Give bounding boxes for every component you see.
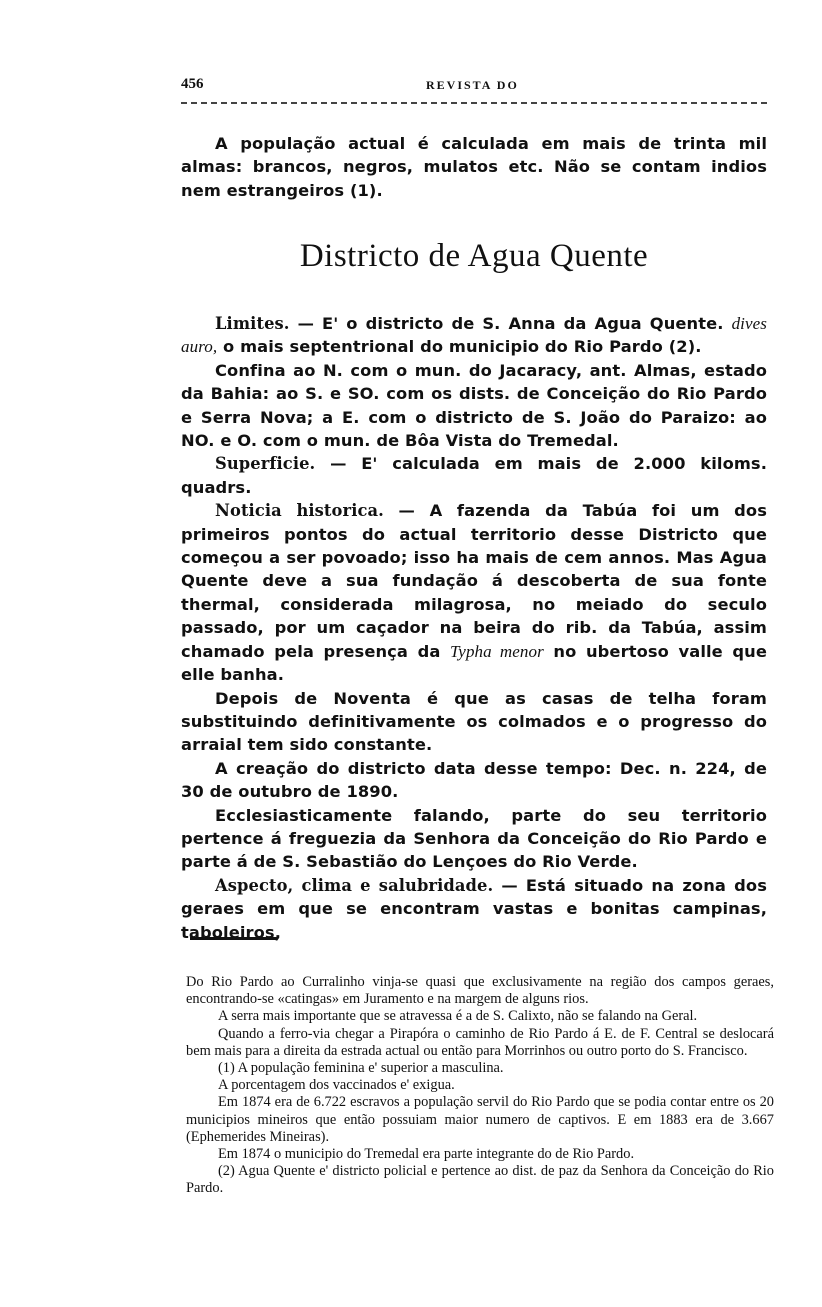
footnote-rule <box>190 937 277 940</box>
footnote-continuation: Do Rio Pardo ao Curralinho vinja-se quasi que exclusivamente na região dos campos geraes, encontrando-se «catingas» em Juramento e na margem de alguns rios. <box>186 974 774 1008</box>
paragraph-depois: Depois de Noventa é que as casas de telha foram substituindo definitivamente os colmados e o progresso do arraial tem sido constante. <box>181 688 767 755</box>
footnote-1: (1) A população feminina e' superior a masculina. <box>218 1060 504 1077</box>
footnote-paragraph: Quando a ferro-via chegar a Pirapóra o caminho de Rio Pardo á E. de F. Central se deslocará bem mais para a direita da estrada actual ou então para Morrinhos ou outro porto do S. Francisco. <box>186 1025 774 1059</box>
noticia-text-1: — A fazenda da Tabúa foi um dos primeiros pontos do actual territorio desse Districto que começou a ser povoado; isso ha mais de cem annos. Mas Agua Quente deve a sua fundação á descoberta de sua fonte thermal, considerada milagrosa, no meiado do seculo passado, por um caçador na beira do rib. da Tabúa, assim chamado pela presença da <box>181 501 767 661</box>
paragraph-ecclesiasticamente: Ecclesiasticamente falando, parte do seu territorio pertence á freguezia da Senhora da Conceição do Rio Pardo e parte á de S. Sebastião do Lençoes do Rio Verde. <box>181 805 767 872</box>
limites-text-2: o mais septentrional do municipio do Rio Pardo (2). <box>217 337 702 357</box>
paragraph-limites <box>181 312 767 359</box>
footnotes <box>186 974 774 1198</box>
aspecto-text: — Está situado na zona dos geraes em que se encontram vastas e bonitas campinas, taboleiros, <box>181 875 767 942</box>
footnote-paragraph: Em 1874 o municipio do Tremedal era parte integrante do de Rio Pardo. <box>218 1146 635 1163</box>
noticia-text-2: no ubertoso valle que elle banha. <box>181 641 767 685</box>
lead-limites: Limites. <box>215 314 290 333</box>
limites-text-1: — E' o districto de S. Anna da Agua Quente. <box>289 314 732 333</box>
journal-title: REVISTA DO <box>426 78 519 92</box>
intro-block <box>181 132 767 202</box>
paragraph-superficie <box>181 452 767 499</box>
footnote-paragraph: A porcentagem dos vaccinados e' exigua. <box>218 1077 455 1094</box>
paragraph-noticia <box>181 499 767 686</box>
paragraph-confina: Confina ao N. com o mun. do Jacaracy, ant. Almas, estado da Bahia: ao S. e SO. com os dists. de Conceição do Rio Pardo e Serra Nova; a E. com o districto de S. João do Paraizo: ao NO. e O. com o mun. de Bôa Vista do Tremedal. <box>181 360 767 451</box>
limites-motto: dives auro, <box>181 314 767 357</box>
footnote-paragraph: Em 1874 era de 6.722 escravos a população servil do Rio Pardo que se podia contar entre os 20 municipios mineiros que então possuiam maior numero de captivos. E em 1883 era de 3.667 (Ephemerides Mineiras). <box>186 1094 774 1145</box>
section-title: Districto de Agua Quente <box>299 238 649 274</box>
lead-superficie: Superficie. <box>215 454 316 474</box>
intro-paragraph: A população actual é calculada em mais de trinta mil almas: brancos, negros, mulatos etc. Não se contam indios nem estrangeiros (1). <box>181 134 767 200</box>
paragraph-aspecto <box>181 874 767 944</box>
page-number: 456 <box>181 76 204 92</box>
footnote-2: (2) Agua Quente e' districto policial e pertence ao dist. de paz da Senhora da Conceição do Rio Pardo. <box>186 1163 774 1197</box>
main-text <box>181 312 767 944</box>
footnote-paragraph: A serra mais importante que se atravessa é a de S. Calixto, não se falando na Geral. <box>218 1008 698 1025</box>
paragraph-creacao: A creação do districto data desse tempo: Dec. n. 224, de 30 de outubro de 1890. <box>181 758 767 802</box>
lead-aspecto: Aspecto, clima e salubridade. <box>215 875 494 895</box>
lead-noticia: Noticia historica. <box>215 501 384 521</box>
superficie-text: — E' calculada em mais de 2.000 kiloms. quadrs. <box>181 454 767 497</box>
noticia-typha: Typha menor <box>450 641 544 661</box>
running-head <box>181 76 767 104</box>
